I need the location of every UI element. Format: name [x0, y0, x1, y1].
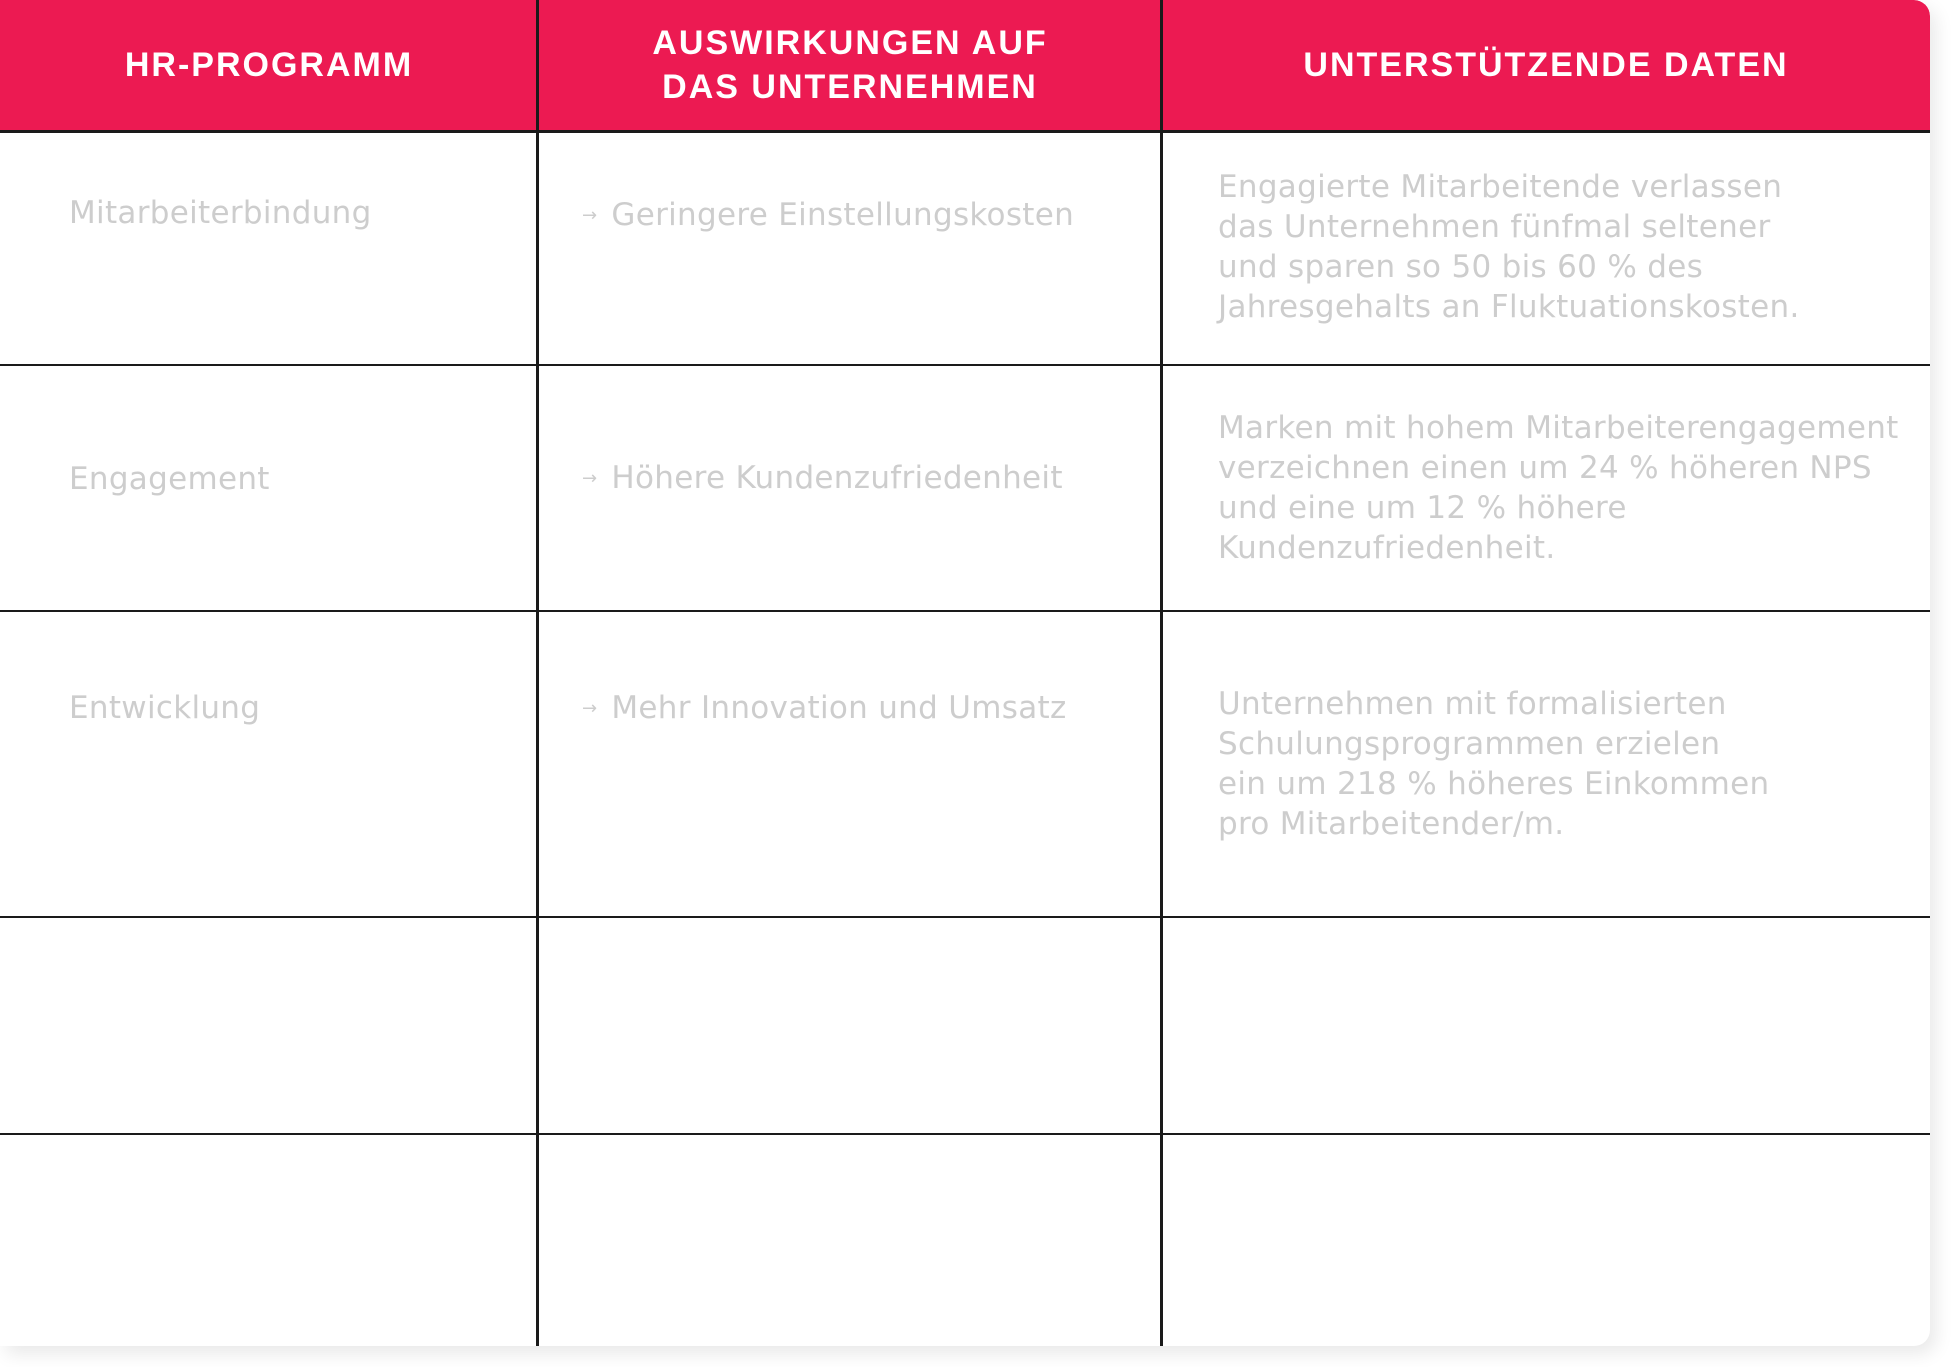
table-row [0, 612, 1930, 916]
impact-text: Mehr Innovation und Umsatz [611, 690, 1067, 726]
table-row [0, 133, 1930, 364]
arrow-right-icon: → [582, 697, 598, 719]
data-line: und sparen so 50 bis 60 % des [1218, 249, 1704, 285]
arrow-right-icon: → [582, 467, 598, 489]
program-cell: Entwicklung [69, 690, 261, 726]
table-header [0, 0, 1930, 133]
data-line: pro Mitarbeitender/m. [1218, 806, 1565, 842]
data-line: Schulungsprogrammen erzielen [1218, 726, 1721, 762]
program-cell: Mitarbeiterbindung [69, 195, 372, 231]
data-line: Marken mit hohem Mitarbeiterengagement [1218, 410, 1899, 446]
header-hr-program: HR-PROGRAMM [124, 46, 414, 84]
data-line: Kundenzufriedenheit. [1218, 530, 1556, 566]
data-line: Jahresgehalts an Fluktuationskosten. [1218, 289, 1800, 325]
impact-cell [582, 197, 1074, 233]
impact-text: Geringere Einstellungskosten [611, 197, 1075, 233]
impact-text: Höhere Kundenzufriedenheit [611, 460, 1063, 496]
impact-cell [582, 460, 1063, 496]
data-line: verzeichnen einen um 24 % höheren NPS [1218, 450, 1872, 486]
data-line: Unternehmen mit formalisierten [1218, 686, 1727, 722]
table-row [0, 366, 1930, 610]
impact-cell [582, 690, 1067, 726]
empty-table-row [0, 918, 1930, 1133]
data-line: das Unternehmen fünfmal seltener [1218, 209, 1771, 245]
data-line: Engagierte Mitarbeitende verlassen [1218, 169, 1783, 205]
data-line: und eine um 12 % höhere [1218, 490, 1627, 526]
data-line: ein um 218 % höheres Einkommen [1218, 766, 1770, 802]
arrow-right-icon: → [582, 204, 598, 226]
supporting-data-cell [1218, 408, 1918, 568]
header-supporting-data: UNTERSTÜTZENDE DATEN [1303, 46, 1789, 84]
supporting-data-cell [1218, 684, 1918, 844]
program-cell: Engagement [69, 461, 270, 497]
supporting-data-cell [1218, 167, 1918, 327]
empty-table-row [0, 1135, 1930, 1346]
header-business-impact: AUSWIRKUNGEN AUF DAS UNTERNEHMEN [652, 24, 1048, 106]
